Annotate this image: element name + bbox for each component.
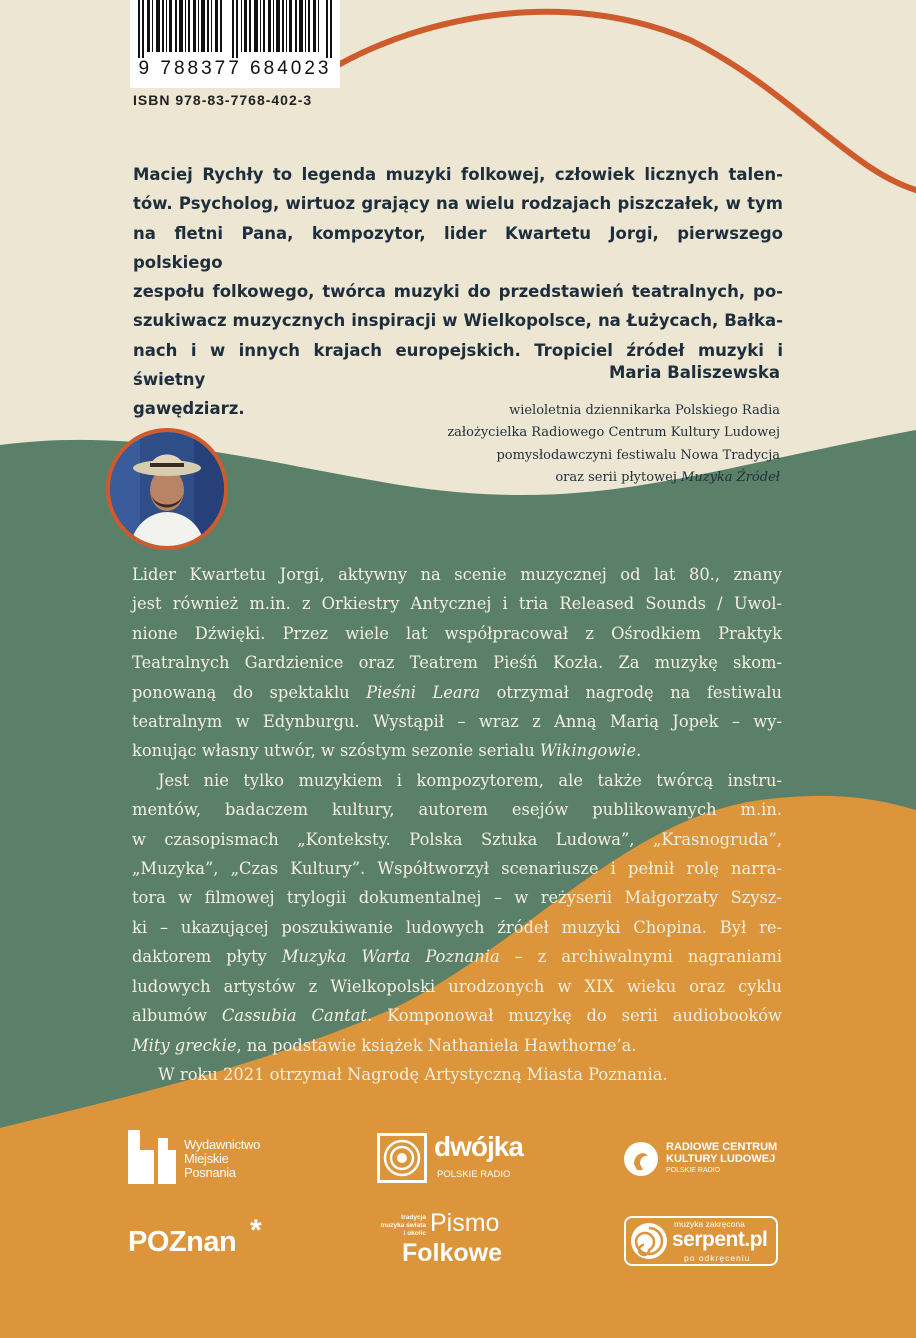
serpent-name: serpent.pl [672, 1228, 768, 1251]
bio-line [132, 1001, 782, 1030]
bio-text-run: daktorem płyty [132, 947, 282, 967]
logo-rckl [624, 1138, 784, 1182]
bio-italic-run: Mity greckie [132, 1035, 237, 1055]
pismo-l1: Pismo [430, 1209, 500, 1237]
bio-text-run: otrzymał nagrodę na festiwalu [480, 682, 782, 702]
pismo-small-line: muzyka świata [380, 1222, 426, 1229]
rckl-sub: POLSKIE RADIO [666, 1167, 721, 1174]
poznan-text: POZnan [128, 1226, 237, 1258]
author-desc-line: wieloletnia dziennikarka Polskiego Radia [509, 403, 780, 418]
bio-text [132, 560, 782, 1089]
bio-line [132, 678, 782, 707]
logo-poznan [128, 1214, 278, 1262]
bio-line: ki – ukazującej poszukiwanie ludowych źródeł muzyki Chopina. Był re- [132, 917, 782, 937]
logo-pismo-folkowe [370, 1210, 520, 1270]
rckl-line: RADIOWE CENTRUM [666, 1141, 778, 1153]
bio-text-run: ponowaną do spektaklu [132, 682, 367, 702]
author-desc-line: pomysłodawczyni festiwalu Nowa Tradycja [496, 447, 780, 463]
quote-line: gawędziarz. [133, 399, 245, 419]
bio-text-run: . Komponował muzykę do serii audiobooków [366, 1006, 782, 1026]
bio-line: teatralnym w Edynburgu. Wystąpił – wraz z Anną Marią Jopek – wy- [132, 712, 782, 732]
wmp-mark-icon [128, 1130, 176, 1184]
bio-line: W roku 2021 otrzymał Nagrodę Artystyczną Miasta Poznania. [158, 1064, 668, 1084]
quote-line: Maciej Rychły to legenda muzyki folkowej, człowiek licznych talen- [133, 165, 783, 184]
author-desc-line [447, 467, 780, 489]
quote-line: na fletni Pana, kompozytor, lider Kwartetu Jorgi, pierwszego polskiego [133, 223, 783, 272]
quote-line: tów. Psycholog, wirtuoz grający na wielu rodzajach piszczałek, w tym [133, 194, 783, 214]
bio-text-run: , na podstawie książek Nathaniela Hawthorne’a. [236, 1035, 637, 1055]
dwojka-name: dwójka [434, 1131, 523, 1162]
author-description [447, 400, 780, 489]
barcode-bars [138, 0, 332, 58]
bio-line: Jest nie tylko muzykiem i kompozytorem, ale także twórcą instru- [158, 770, 782, 790]
bio-italic-run: Wikingowie [539, 741, 637, 761]
snail-icon [630, 1222, 668, 1260]
author-photo [106, 428, 228, 550]
wmp-line: Posnania [184, 1165, 236, 1180]
quote-line: szukiwacz muzycznych inspiracji w Wielkopolsce, na Łużycach, Bałka- [133, 311, 783, 331]
barcode [130, 0, 340, 88]
bio-line [132, 1031, 782, 1060]
author-desc-text: oraz serii płytowej [555, 469, 682, 485]
bird-icon [624, 1142, 658, 1176]
bio-italic-run: Pieśni Leara [366, 682, 481, 702]
rckl-line: KULTURY LUDOWEJ [666, 1153, 776, 1165]
quote-line: nach i w innych krajach europejskich. Tropiciel źródeł muzyki i świetny [133, 340, 783, 390]
dwojka-mark-icon [377, 1133, 427, 1183]
logo-wydawnictwo-miejskie-posnania [128, 1130, 288, 1186]
logo-dwojka [377, 1133, 527, 1185]
serpent-top: muzyka zakręcona [674, 1219, 745, 1229]
wmp-line: Wydawnictwo [184, 1137, 261, 1152]
pismo-small-line: tradycja [401, 1214, 426, 1221]
bio-line [132, 736, 782, 765]
poznan-star: * [250, 1214, 262, 1247]
pismo-l2: Folkowe [402, 1239, 503, 1267]
bio-italic-run: Cassubia Cantat [221, 1006, 367, 1026]
bio-line: jest również m.in. z Orkiestry Antycznej i tria Released Sounds / Uwol- [132, 594, 782, 614]
bio-line: Teatralnych Gardzienice oraz Teatrem Pieśń Kozła. Za muzykę skom- [132, 653, 782, 673]
serpent-bottom: po odkręceniu [684, 1253, 751, 1263]
bio-line [132, 942, 782, 971]
dwojka-sub: POLSKIE RADIO [437, 1169, 511, 1180]
wmp-line: Miejskie [184, 1151, 229, 1166]
bio-line: tora w filmowej trylogii dokumentalnej – w reżyserii Małgorzaty Szysz- [132, 888, 782, 908]
barcode-digits: 9 788377 684023 [138, 58, 332, 79]
pismo-small-line: i okolic [403, 1230, 426, 1237]
bio-text-run: albumów [132, 1006, 222, 1026]
bio-line: „Muzyka”, „Czas Kultury”. Współtworzył scenariusze i pełnił rolę narra- [132, 859, 782, 879]
author-name: Maria Baliszewska [608, 363, 780, 382]
bio-line: mentów, badaczem kultury, autorem esejów publikowanych m.in. [132, 800, 782, 820]
bio-line: ludowych artystów z Wielkopolski urodzonych w XIX wieku oraz cyklu [132, 976, 782, 996]
author-desc-line: założycielka Radiowego Centrum Kultury Ludowej [447, 425, 780, 441]
isbn: ISBN 978-83-7768-402-3 [133, 92, 313, 108]
bio-text-run: . [636, 741, 642, 761]
bio-line: w czasopismach „Konteksty. Polska Sztuka Ludowa”, „Krasnogruda”, [132, 829, 782, 849]
quote-line: zespołu folkowego, twórca muzyki do przedstawień teatralnych, po- [133, 282, 783, 302]
quote-text [133, 160, 783, 424]
bio-text-run: – z archiwalnymi nagraniami [499, 947, 782, 967]
bio-line: nione Dźwięki. Przez wiele lat współpracował z Ośrodkiem Praktyk [132, 623, 782, 643]
logo-serpent [624, 1216, 780, 1268]
bio-text-run: konując własny utwór, w szóstym sezonie serialu [132, 741, 540, 761]
author-desc-italic: Muzyka Źródeł [681, 469, 780, 485]
bio-italic-run: Muzyka Warta Poznania [281, 947, 500, 967]
bio-line: Lider Kwartetu Jorgi, aktywny na scenie muzycznej od lat 80., znany [132, 565, 782, 584]
portrait-illustration [110, 432, 224, 546]
